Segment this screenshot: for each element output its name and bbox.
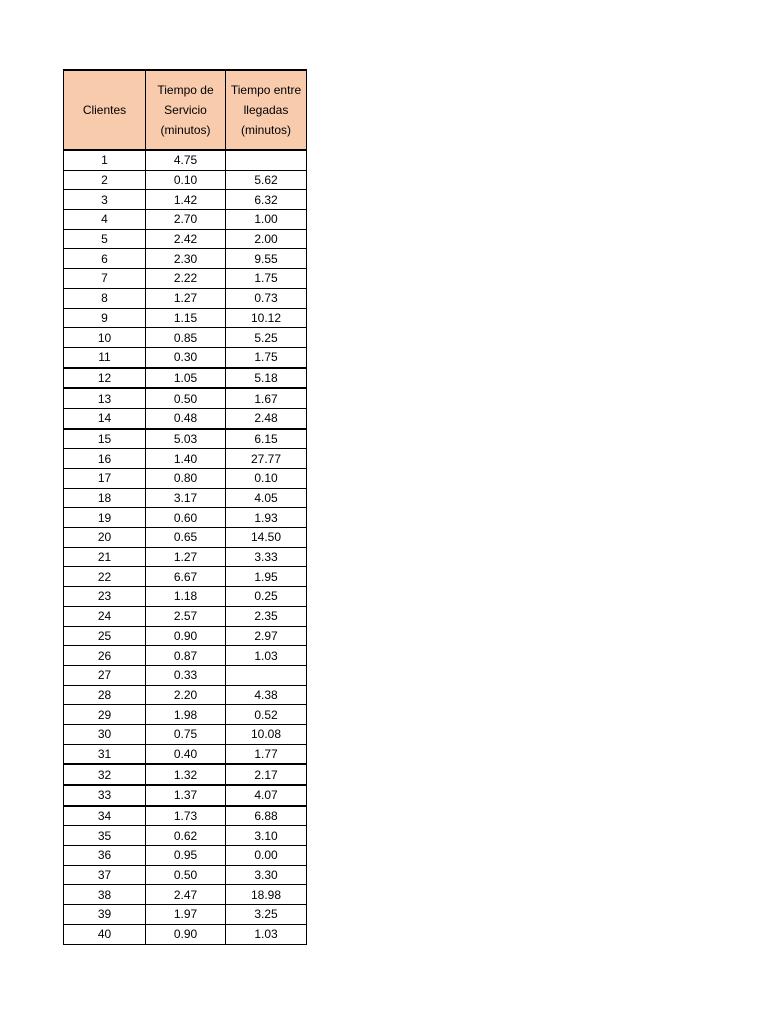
cell-tiempo-entre-llegadas[interactable]: 2.17: [226, 764, 307, 785]
cell-tiempo-entre-llegadas[interactable]: 3.33: [226, 547, 307, 567]
cell-tiempo-servicio[interactable]: 1.37: [146, 785, 226, 806]
cell-cliente[interactable]: 9: [64, 308, 146, 328]
table-row: [64, 150, 307, 170]
cell-tiempo-entre-llegadas[interactable]: 4.07: [226, 785, 307, 806]
table-row: [64, 785, 307, 806]
cell-tiempo-servicio[interactable]: 0.33: [146, 665, 226, 685]
cell-cliente[interactable]: 26: [64, 646, 146, 666]
table-header: [64, 70, 307, 150]
cell-tiempo-entre-llegadas[interactable]: 4.38: [226, 685, 307, 705]
table-row: [64, 269, 307, 289]
cell-cliente[interactable]: 5: [64, 229, 146, 249]
cell-tiempo-servicio[interactable]: 1.97: [146, 905, 226, 925]
cell-tiempo-entre-llegadas[interactable]: 3.10: [226, 826, 307, 846]
cell-cliente[interactable]: 15: [64, 429, 146, 449]
cell-tiempo-servicio[interactable]: 0.60: [146, 508, 226, 528]
cell-cliente[interactable]: 37: [64, 865, 146, 885]
cell-tiempo-entre-llegadas[interactable]: 9.55: [226, 249, 307, 269]
cell-tiempo-servicio[interactable]: 0.80: [146, 469, 226, 489]
table-row: [64, 567, 307, 587]
table-row: [64, 288, 307, 308]
cell-cliente[interactable]: 36: [64, 846, 146, 866]
cell-tiempo-servicio[interactable]: 0.87: [146, 646, 226, 666]
cell-tiempo-servicio[interactable]: 1.15: [146, 308, 226, 328]
cell-cliente[interactable]: 40: [64, 924, 146, 944]
cell-tiempo-servicio[interactable]: 1.32: [146, 764, 226, 785]
cell-tiempo-servicio[interactable]: 0.95: [146, 846, 226, 866]
table-row: [64, 764, 307, 785]
cell-tiempo-servicio[interactable]: 0.50: [146, 865, 226, 885]
table-row: [64, 744, 307, 764]
cell-cliente[interactable]: 30: [64, 724, 146, 744]
cell-tiempo-servicio[interactable]: 2.20: [146, 685, 226, 705]
cell-tiempo-entre-llegadas[interactable]: 1.67: [226, 388, 307, 408]
cell-tiempo-entre-llegadas[interactable]: [226, 150, 307, 170]
table-row: [64, 826, 307, 846]
table-row: [64, 806, 307, 826]
cell-tiempo-servicio[interactable]: 3.17: [146, 488, 226, 508]
cell-tiempo-servicio[interactable]: 2.30: [146, 249, 226, 269]
cell-tiempo-servicio[interactable]: 0.62: [146, 826, 226, 846]
cell-tiempo-entre-llegadas[interactable]: 0.52: [226, 705, 307, 725]
cell-cliente[interactable]: 21: [64, 547, 146, 567]
cell-cliente[interactable]: 8: [64, 288, 146, 308]
header-clientes: Clientes: [64, 70, 146, 150]
cell-tiempo-servicio[interactable]: 1.05: [146, 368, 226, 389]
cell-cliente[interactable]: 11: [64, 347, 146, 367]
cell-tiempo-entre-llegadas[interactable]: 1.03: [226, 924, 307, 944]
cell-tiempo-servicio[interactable]: 2.57: [146, 606, 226, 626]
cell-cliente[interactable]: 12: [64, 368, 146, 389]
cell-tiempo-servicio[interactable]: 0.50: [146, 388, 226, 408]
cell-cliente[interactable]: 32: [64, 764, 146, 785]
cell-tiempo-entre-llegadas[interactable]: 2.00: [226, 229, 307, 249]
cell-tiempo-servicio[interactable]: 0.65: [146, 528, 226, 548]
cell-tiempo-entre-llegadas[interactable]: 0.73: [226, 288, 307, 308]
cell-tiempo-servicio[interactable]: 6.67: [146, 567, 226, 587]
table-row: [64, 528, 307, 548]
table-row: [64, 606, 307, 626]
table-row: [64, 347, 307, 367]
cell-tiempo-entre-llegadas[interactable]: 5.62: [226, 170, 307, 190]
cell-tiempo-entre-llegadas[interactable]: 18.98: [226, 885, 307, 905]
cell-cliente[interactable]: 35: [64, 826, 146, 846]
cell-tiempo-entre-llegadas[interactable]: 3.30: [226, 865, 307, 885]
table-row: [64, 229, 307, 249]
table-row: [64, 408, 307, 428]
cell-cliente[interactable]: 20: [64, 528, 146, 548]
cell-tiempo-entre-llegadas[interactable]: 1.75: [226, 347, 307, 367]
cell-tiempo-entre-llegadas[interactable]: 2.97: [226, 626, 307, 646]
cell-cliente[interactable]: 10: [64, 328, 146, 348]
cell-tiempo-entre-llegadas[interactable]: 2.35: [226, 606, 307, 626]
cell-tiempo-servicio[interactable]: 0.10: [146, 170, 226, 190]
cell-tiempo-entre-llegadas[interactable]: 1.77: [226, 744, 307, 764]
table-row: [64, 388, 307, 408]
cell-cliente[interactable]: 4: [64, 210, 146, 230]
header-row: [64, 70, 307, 150]
data-table: [63, 69, 307, 945]
cell-tiempo-entre-llegadas[interactable]: 0.10: [226, 469, 307, 489]
table-row: [64, 429, 307, 449]
cell-tiempo-servicio[interactable]: 0.90: [146, 924, 226, 944]
cell-tiempo-entre-llegadas[interactable]: 10.08: [226, 724, 307, 744]
table-row: [64, 368, 307, 389]
cell-tiempo-servicio[interactable]: 1.27: [146, 547, 226, 567]
cell-cliente[interactable]: 16: [64, 449, 146, 469]
cell-tiempo-entre-llegadas[interactable]: 3.25: [226, 905, 307, 925]
cell-tiempo-entre-llegadas[interactable]: 1.95: [226, 567, 307, 587]
table-row: [64, 488, 307, 508]
cell-tiempo-servicio[interactable]: 0.48: [146, 408, 226, 428]
cell-tiempo-servicio[interactable]: 2.47: [146, 885, 226, 905]
table-row: [64, 308, 307, 328]
cell-cliente[interactable]: 23: [64, 587, 146, 607]
cell-cliente[interactable]: 18: [64, 488, 146, 508]
cell-cliente[interactable]: 38: [64, 885, 146, 905]
cell-tiempo-entre-llegadas[interactable]: 27.77: [226, 449, 307, 469]
table-row: [64, 190, 307, 210]
cell-tiempo-servicio[interactable]: 0.90: [146, 626, 226, 646]
cell-tiempo-entre-llegadas[interactable]: 1.03: [226, 646, 307, 666]
cell-cliente[interactable]: 3: [64, 190, 146, 210]
table-row: [64, 665, 307, 685]
table-row: [64, 685, 307, 705]
cell-tiempo-entre-llegadas[interactable]: 10.12: [226, 308, 307, 328]
cell-tiempo-entre-llegadas[interactable]: 1.75: [226, 269, 307, 289]
table-row: [64, 905, 307, 925]
cell-cliente[interactable]: 29: [64, 705, 146, 725]
table-row: [64, 846, 307, 866]
cell-cliente[interactable]: 39: [64, 905, 146, 925]
cell-tiempo-servicio[interactable]: 1.18: [146, 587, 226, 607]
cell-tiempo-entre-llegadas[interactable]: 6.88: [226, 806, 307, 826]
cell-tiempo-servicio[interactable]: 4.75: [146, 150, 226, 170]
cell-tiempo-entre-llegadas[interactable]: 2.48: [226, 408, 307, 428]
cell-tiempo-entre-llegadas[interactable]: 6.32: [226, 190, 307, 210]
cell-cliente[interactable]: 6: [64, 249, 146, 269]
cell-tiempo-entre-llegadas[interactable]: [226, 665, 307, 685]
cell-cliente[interactable]: 22: [64, 567, 146, 587]
table-row: [64, 885, 307, 905]
table-row: [64, 724, 307, 744]
cell-tiempo-servicio[interactable]: 1.42: [146, 190, 226, 210]
cell-tiempo-servicio[interactable]: 0.85: [146, 328, 226, 348]
cell-cliente[interactable]: 7: [64, 269, 146, 289]
cell-tiempo-entre-llegadas[interactable]: 0.00: [226, 846, 307, 866]
cell-tiempo-entre-llegadas[interactable]: 6.15: [226, 429, 307, 449]
table-row: [64, 646, 307, 666]
table-row: [64, 469, 307, 489]
table-row: [64, 328, 307, 348]
table-row: [64, 626, 307, 646]
cell-cliente[interactable]: 25: [64, 626, 146, 646]
cell-cliente[interactable]: 1: [64, 150, 146, 170]
cell-tiempo-entre-llegadas[interactable]: 5.18: [226, 368, 307, 389]
cell-tiempo-servicio[interactable]: 0.30: [146, 347, 226, 367]
cell-cliente[interactable]: 27: [64, 665, 146, 685]
cell-cliente[interactable]: 19: [64, 508, 146, 528]
cell-cliente[interactable]: 13: [64, 388, 146, 408]
cell-tiempo-servicio[interactable]: 0.75: [146, 724, 226, 744]
cell-cliente[interactable]: 28: [64, 685, 146, 705]
table-row: [64, 508, 307, 528]
table-row: [64, 170, 307, 190]
cell-cliente[interactable]: 14: [64, 408, 146, 428]
cell-tiempo-servicio[interactable]: 0.40: [146, 744, 226, 764]
cell-tiempo-servicio[interactable]: 1.27: [146, 288, 226, 308]
header-tiempo-entre-llegadas: Tiempo entre llegadas (minutos): [226, 70, 307, 150]
table-row: [64, 249, 307, 269]
table-row: [64, 449, 307, 469]
cell-cliente[interactable]: 33: [64, 785, 146, 806]
cell-tiempo-entre-llegadas[interactable]: 5.25: [226, 328, 307, 348]
cell-tiempo-entre-llegadas[interactable]: 0.25: [226, 587, 307, 607]
cell-tiempo-entre-llegadas[interactable]: 1.93: [226, 508, 307, 528]
cell-tiempo-servicio[interactable]: 1.73: [146, 806, 226, 826]
table-row: [64, 924, 307, 944]
header-tiempo-servicio: Tiempo de Servicio (minutos): [146, 70, 226, 150]
cell-cliente[interactable]: 31: [64, 744, 146, 764]
table-row: [64, 547, 307, 567]
cell-tiempo-servicio[interactable]: 5.03: [146, 429, 226, 449]
table-row: [64, 210, 307, 230]
cell-tiempo-servicio[interactable]: 2.42: [146, 229, 226, 249]
table-row: [64, 865, 307, 885]
cell-cliente[interactable]: 2: [64, 170, 146, 190]
table-row: [64, 705, 307, 725]
table-row: [64, 587, 307, 607]
cell-tiempo-servicio[interactable]: 2.70: [146, 210, 226, 230]
cell-tiempo-servicio[interactable]: 2.22: [146, 269, 226, 289]
cell-cliente[interactable]: 24: [64, 606, 146, 626]
cell-cliente[interactable]: 17: [64, 469, 146, 489]
table-body: [64, 150, 307, 944]
cell-tiempo-entre-llegadas[interactable]: 14.50: [226, 528, 307, 548]
cell-tiempo-servicio[interactable]: 1.40: [146, 449, 226, 469]
cell-tiempo-entre-llegadas[interactable]: 1.00: [226, 210, 307, 230]
cell-cliente[interactable]: 34: [64, 806, 146, 826]
cell-tiempo-entre-llegadas[interactable]: 4.05: [226, 488, 307, 508]
cell-tiempo-servicio[interactable]: 1.98: [146, 705, 226, 725]
